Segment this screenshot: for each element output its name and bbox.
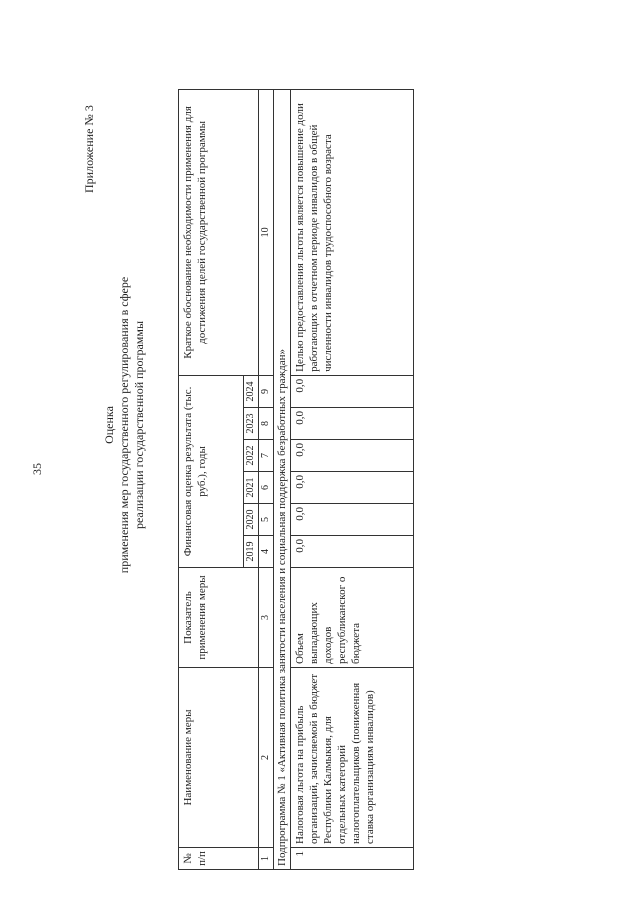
measures-table-wrapper bbox=[178, 89, 414, 870]
measure-name-text: Налоговая льгота на прибыль организаций, зачисляемой в бюджет Республики Калмыкия, для отдельных категорий налогоплательщиков (пониженная ставка организациям инвалидов) bbox=[294, 673, 376, 844]
column-number: 4 bbox=[259, 536, 274, 568]
year-2024: 2024 bbox=[244, 375, 259, 407]
year-2022: 2022 bbox=[244, 440, 259, 472]
measure-justification bbox=[291, 89, 414, 375]
header-indicator: Показатель применения меры bbox=[179, 568, 259, 668]
year-2019: 2019 bbox=[244, 536, 259, 568]
subprogram-row bbox=[274, 89, 291, 869]
page-number: 35 bbox=[30, 463, 44, 475]
title-line-1: Оценка bbox=[102, 406, 116, 444]
column-number-row bbox=[259, 89, 274, 869]
document-title bbox=[102, 275, 147, 575]
header-financial: Финансовая оценка результата (тыс. руб.), годы bbox=[179, 375, 244, 567]
header-justification: Краткое обоснование необходимости применения для достижения целей государственной программы bbox=[179, 89, 259, 375]
measure-indicator bbox=[291, 568, 414, 668]
table-row bbox=[291, 89, 414, 869]
value-2021: 0,0 bbox=[291, 472, 414, 504]
column-number: 8 bbox=[259, 408, 274, 440]
header-num: № п/п bbox=[179, 848, 259, 870]
subprogram-title: Подпрограмма № 1 «Активная политика занятости населения и социальная поддержка безработных граждан» bbox=[274, 89, 291, 869]
title-line-3: реализации государственной программы bbox=[132, 320, 146, 530]
measure-indicator-text: Объем выпадающих доходов республиканског о бюджета bbox=[294, 576, 362, 664]
column-number: 10 bbox=[259, 89, 274, 375]
row-number: 1 bbox=[291, 848, 414, 870]
column-number: 5 bbox=[259, 504, 274, 536]
value-2019: 0,0 bbox=[291, 536, 414, 568]
column-number: 9 bbox=[259, 375, 274, 407]
header-row bbox=[179, 89, 244, 869]
year-2021: 2021 bbox=[244, 472, 259, 504]
column-number: 1 bbox=[259, 848, 274, 870]
column-number: 6 bbox=[259, 472, 274, 504]
measure-justification-text: Целью предоставления льготы является повышение доли работающих в отчетном периоде инвалидов в общей численности инвалидов трудоспособного возраста bbox=[294, 103, 334, 372]
column-number: 2 bbox=[259, 668, 274, 848]
value-2020: 0,0 bbox=[291, 504, 414, 536]
column-number: 7 bbox=[259, 440, 274, 472]
value-2024: 0,0 bbox=[291, 375, 414, 407]
value-2023: 0,0 bbox=[291, 408, 414, 440]
appendix-label: Приложение № 3 bbox=[82, 105, 96, 193]
title-line-2: применения мер государственного регулирования в сфере bbox=[117, 276, 131, 574]
year-2020: 2020 bbox=[244, 504, 259, 536]
measures-table bbox=[178, 89, 414, 870]
header-name: Наименование меры bbox=[179, 668, 259, 848]
year-2023: 2023 bbox=[244, 408, 259, 440]
column-number: 3 bbox=[259, 568, 274, 668]
measure-name bbox=[291, 668, 414, 848]
value-2022: 0,0 bbox=[291, 440, 414, 472]
